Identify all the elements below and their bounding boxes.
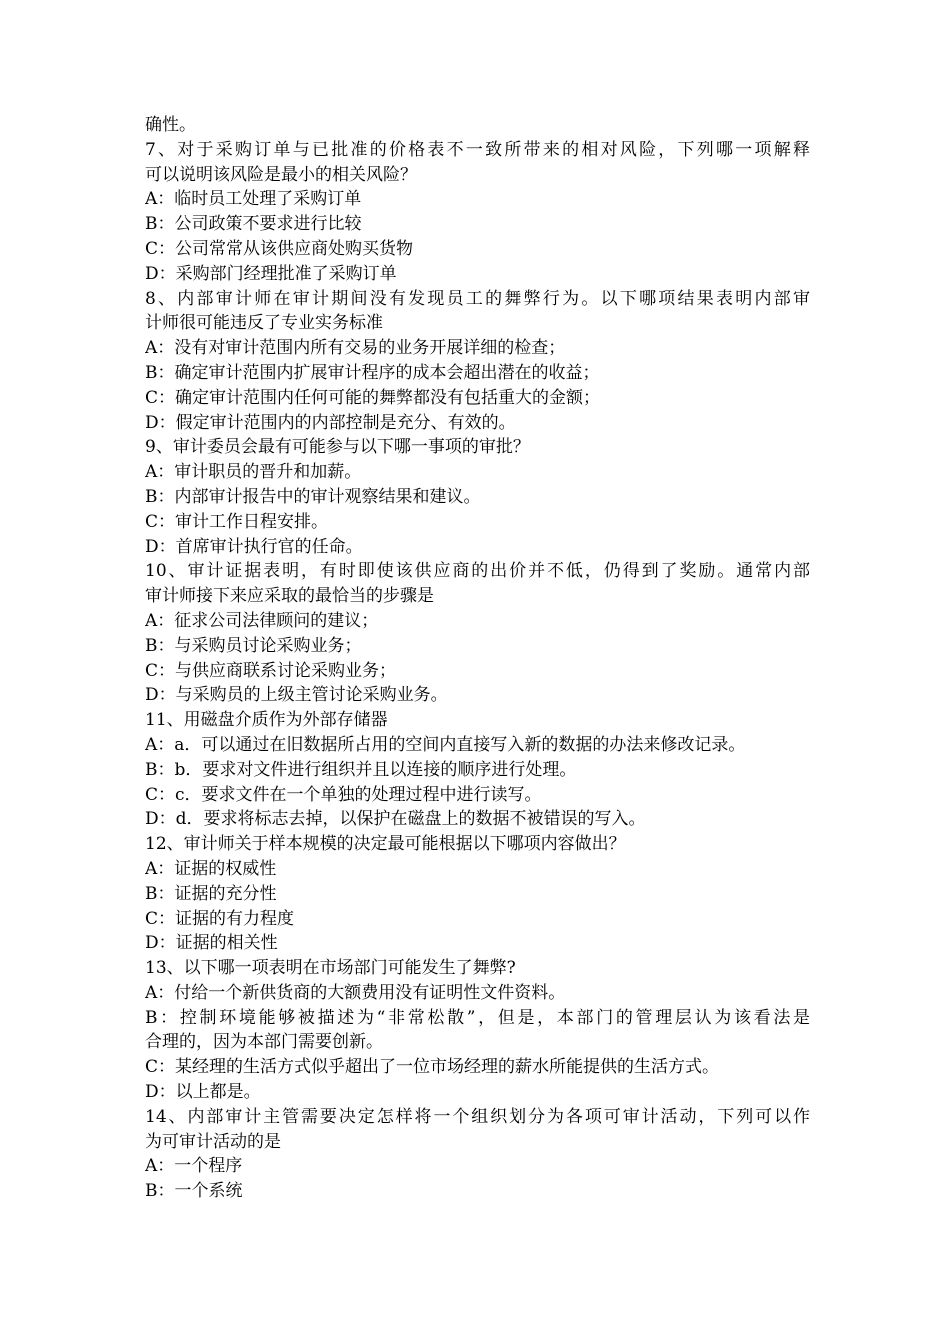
text-line: 合理的，因为本部门需要创新。 (145, 1032, 383, 1053)
text-line: B：控制环境能够被描述为“非常松散”，但是，本部门的管理层认为该看法是 (145, 1007, 810, 1028)
text-line: C：与供应商联系讨论采购业务； (145, 660, 397, 681)
text-line: A：没有对审计范围内所有交易的业务开展详细的检查； (145, 338, 566, 359)
text-line: 11、用磁盘介质作为外部存储器 (145, 710, 388, 731)
text-line: A：临时员工处理了采购订单 (145, 189, 362, 210)
text-line: 7、对于采购订单与已批准的价格表不一致所带来的相对风险，下列哪一项解释 (145, 139, 810, 160)
text-line: A：征求公司法律顾问的建议； (145, 610, 379, 631)
text-line: C：审计工作日程安排。 (145, 511, 329, 532)
text-line: B：证据的充分性 (145, 883, 277, 904)
text-line: 13、以下哪一项表明在市场部门可能发生了舞弊? (145, 958, 516, 979)
text-line: A：一个程序 (145, 1156, 243, 1177)
text-line: B：一个系统 (145, 1181, 243, 1202)
text-line: D：d．要求将标志去掉，以保护在磁盘上的数据不被错误的写入。 (145, 809, 646, 830)
text-line: A：审计职员的晋升和加薪。 (145, 462, 362, 483)
text-line: A：付给一个新供货商的大额费用没有证明性文件资料。 (145, 982, 566, 1003)
text-line: C：某经理的生活方式似乎超出了一位市场经理的薪水所能提供的生活方式。 (145, 1057, 720, 1078)
text-line: 为可审计活动的是 (145, 1131, 281, 1152)
text-line: D：与采购员的上级主管讨论采购业务。 (145, 685, 448, 706)
text-line: D：采购部门经理批准了采购订单 (145, 263, 397, 284)
text-line: 计师很可能违反了专业实务标准 (145, 313, 383, 334)
text-line: 审计师接下来应采取的最恰当的步骤是 (145, 586, 434, 607)
text-line: 确性。 (145, 115, 196, 135)
text-line: B：确定审计范围内扩展审计程序的成本会超出潜在的收益； (145, 362, 600, 383)
text-line: D：假定审计范围内的内部控制是充分、有效的。 (145, 412, 516, 433)
text-line: C：公司常常从该供应商处购买货物 (145, 238, 414, 259)
text-line: C：c．要求文件在一个单独的处理过程中进行读写。 (145, 784, 542, 805)
text-line: A：证据的权威性 (145, 858, 277, 879)
text-line: D：以上都是。 (145, 1082, 261, 1103)
text-line: C：证据的有力程度 (145, 908, 295, 929)
text-line: 8、内部审计师在审计期间没有发现员工的舞弊行为。以下哪项结果表明内部审 (145, 288, 810, 309)
text-line: A：a．可以通过在旧数据所占用的空间内直接写入新的数据的办法来修改记录。 (145, 734, 746, 755)
document-page (145, 113, 810, 1204)
text-line: B：与采购员讨论采购业务； (145, 635, 362, 656)
text-line: B：公司政策不要求进行比较 (145, 214, 362, 235)
text-line: C：确定审计范围内任何可能的舞弊都没有包括重大的金额； (145, 387, 601, 408)
text-line: 9、审计委员会最有可能参与以下哪一事项的审批？ (145, 437, 530, 458)
text-line: B：b．要求对文件进行组织并且以连接的顺序进行处理。 (145, 759, 577, 780)
text-line: 10、审计证据表明，有时即使该供应商的出价并不低，仍得到了奖励。通常内部 (145, 561, 810, 582)
text-line: 12、审计师关于样本规模的决定最可能根据以下哪项内容做出？ (145, 834, 626, 855)
text-line: D：证据的相关性 (145, 933, 278, 954)
text-line: 可以说明该风险是最小的相关风险？ (145, 164, 417, 185)
text-line: 14、内部审计主管需要决定怎样将一个组织划分为各项可审计活动，下列可以作 (145, 1106, 810, 1127)
text-line: D：首席审计执行官的任命。 (145, 536, 363, 557)
text-line: B：内部审计报告中的审计观察结果和建议。 (145, 486, 481, 507)
